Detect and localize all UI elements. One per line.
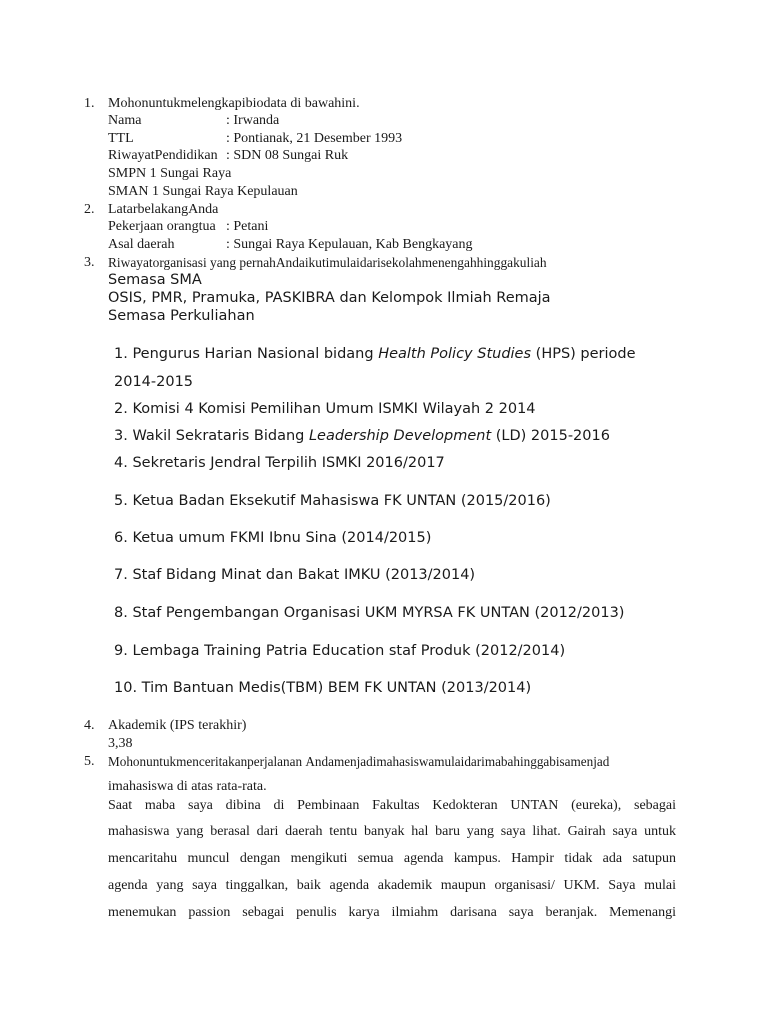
item4-heading: Akademik (IPS terakhir) (108, 718, 247, 733)
org-text: (HPS) periode (531, 346, 636, 362)
org-text-italic: Leadership Development (308, 428, 492, 444)
org-text: 8. Staf Pengembangan Organisasi UKM MYRSA FK UNTAN (2012/2013) (114, 605, 625, 621)
field-value-pekerjaan: : Petani (226, 219, 269, 234)
field-value-nama: : Irwanda (226, 113, 280, 128)
education-line-sma: SMAN 1 Sungai Raya Kepulauan (108, 184, 298, 199)
education-line-smp: SMPN 1 Sungai Raya (108, 166, 232, 181)
org-text: 2014-2015 (114, 374, 194, 390)
item3-heading: Riwayatorganisasi yang pernahAndaikutimulaidarisekolahmenengahhinggakuliah (108, 255, 547, 270)
field-value-ttl: : Pontianak, 21 Desember 1993 (226, 131, 403, 146)
narrative-line: mencaritahu muncul dengan mengikuti semua agenda kampus. Hampir tidak ada satupun (108, 851, 676, 866)
org-text: 7. Staf Bidang Minat dan Bakat IMKU (2013/2014) (114, 567, 476, 583)
narrative-line: agenda yang saya tinggalkan, baik agenda akademik maupun organisasi/ UKM. Saya mulai (108, 878, 676, 893)
college-org-item (114, 454, 445, 472)
college-heading: Semasa Perkuliahan (108, 308, 255, 324)
field-label-nama: Nama (108, 113, 142, 128)
field-label-pendidikan: RiwayatPendidikan (108, 148, 218, 163)
org-text: 6. Ketua umum FKMI Ibnu Sina (2014/2015) (114, 530, 432, 546)
org-text: 1. Pengurus Harian Nasional bidang (114, 346, 379, 362)
org-text: 4. Sekretaris Jendral Terpilih ISMKI 2016/2017 (114, 455, 445, 471)
list-number-2: 2. (84, 202, 95, 217)
college-org-item (114, 345, 636, 363)
college-org-item (114, 373, 193, 391)
narrative-line: menemukan passion sebagai penulis karya ilmiahm darisana saya beranjak. Memenangi (108, 905, 676, 920)
item2-heading: LatarbelakangAnda (108, 202, 219, 217)
field-label-asal: Asal daerah (108, 237, 175, 252)
item5-heading-line1: Mohonuntukmenceritakanperjalanan Andamenjadimahasiswamulaidarimabahinggabisamenjad (108, 754, 610, 769)
college-org-item (114, 679, 531, 697)
college-org-item (114, 400, 536, 418)
org-text: (LD) 2015-2016 (491, 428, 610, 444)
college-org-item (114, 529, 431, 547)
item5-heading-line2: imahasiswa di atas rata-rata. (108, 779, 267, 794)
list-number-3: 3. (84, 255, 95, 270)
college-org-item (114, 642, 565, 660)
college-org-item (114, 604, 624, 622)
sma-organizations: OSIS, PMR, Pramuka, PASKIBRA dan Kelompok Ilmiah Remaja (108, 290, 551, 306)
org-text: 10. Tim Bantuan Medis(TBM) BEM FK UNTAN (2013/2014) (114, 680, 532, 696)
narrative-line: Saat maba saya dibina di Pembinaan Fakultas Kedokteran UNTAN (eureka), sebagai (108, 798, 676, 813)
sma-heading: Semasa SMA (108, 272, 202, 288)
org-text: 5. Ketua Badan Eksekutif Mahasiswa FK UNTAN (2015/2016) (114, 493, 551, 509)
list-number-1: 1. (84, 96, 95, 111)
field-value-asal: : Sungai Raya Kepulauan, Kab Bengkayang (226, 237, 473, 252)
field-label-ttl: TTL (108, 131, 134, 146)
college-org-item (114, 427, 610, 445)
org-text: 2. Komisi 4 Komisi Pemilihan Umum ISMKI Wilayah 2 2014 (114, 401, 536, 417)
field-label-pekerjaan: Pekerjaan orangtua (108, 219, 216, 234)
narrative-line: mahasiswa yang berasal dari daerah tentu banyak hal baru yang saya lihat. Gairah saya untuk (108, 824, 676, 839)
list-number-5: 5. (84, 754, 95, 769)
college-org-item (114, 566, 475, 584)
item1-heading: Mohonuntukmelengkapibiodata di bawahini. (108, 96, 360, 111)
org-text: 9. Lembaga Training Patria Education staf Produk (2012/2014) (114, 643, 566, 659)
list-number-4: 4. (84, 718, 95, 733)
college-org-item (114, 492, 551, 510)
org-text: 3. Wakil Sekrataris Bidang (114, 428, 309, 444)
gpa-value: 3,38 (108, 736, 133, 751)
field-value-pendidikan: : SDN 08 Sungai Ruk (226, 148, 349, 163)
org-text-italic: Health Policy Studies (378, 346, 532, 362)
